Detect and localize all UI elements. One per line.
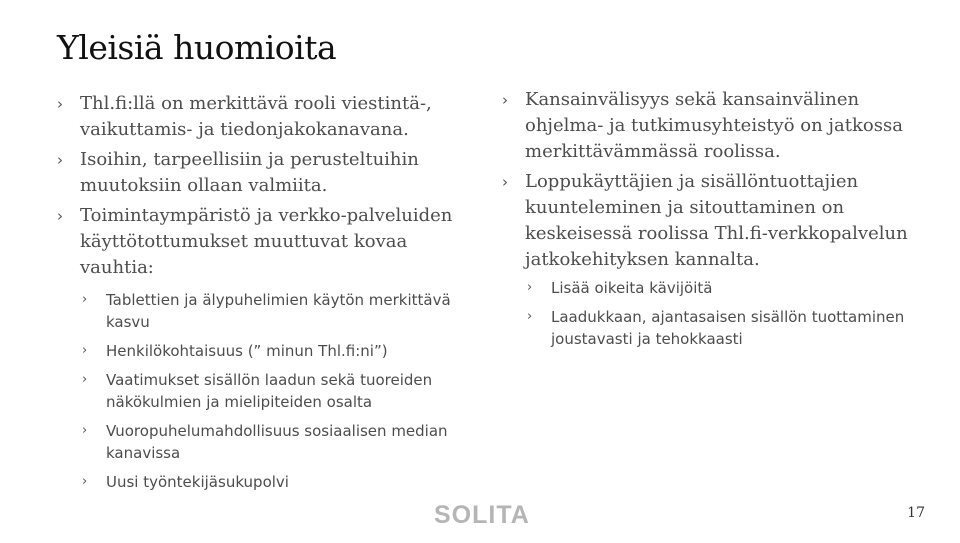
sub-bullet-marker: › [527, 309, 533, 324]
bullet-item [57, 203, 477, 281]
sub-bullet-marker: › [82, 292, 88, 307]
bullet-text: Kansainvälisyys sekä kansainvälinen ohjelma- ja tutkimusyhteistyö on jatkossa merkittävämmässä roolissa. [525, 89, 903, 162]
sub-bullet-marker: › [82, 474, 88, 489]
sub-bullet-marker: › [82, 343, 88, 358]
bullet-text: Isoihin, tarpeellisiin ja perusteltuihin muutoksiin ollaan valmiita. [80, 149, 419, 196]
sub-bullet-text: Lisää oikeita kävijöitä [551, 279, 713, 297]
bullet-text: Toimintaympäristö ja verkko-palveluiden käyttötottumukset muuttuvat kovaa vauhtia: [80, 205, 453, 278]
bullet-text: Loppukäyttäjien ja sisällöntuottajien kuunteleminen ja sitouttaminen on keskeisessä roolissa Thl.fi-verkkopalvelun jatkokehityksen kannalta. [525, 171, 908, 270]
sub-bullet-marker: › [527, 280, 533, 295]
sub-bullet-item [82, 471, 477, 493]
bullet-text: Thl.fi:llä on merkittävä rooli viestintä-, vaikuttamis- ja tiedonjakokanavana. [80, 93, 432, 140]
bullet-marker: › [502, 91, 508, 109]
bullet-marker: › [57, 207, 63, 225]
sub-bullet-item [82, 369, 477, 413]
sub-bullet-item [82, 420, 477, 464]
bullet-item [502, 169, 932, 273]
sub-bullet-text: Vuoropuhelumahdollisuus sosiaalisen median kanavissa [106, 422, 448, 462]
solita-logo: SOLITA [434, 501, 530, 529]
sub-bullet-text: Tablettien ja älypuhelimien käytön merkittävä kasvu [106, 291, 451, 331]
bullet-item [502, 87, 932, 165]
bullet-marker: › [57, 151, 63, 169]
bullet-item [57, 91, 477, 143]
sub-bullet-item [527, 277, 932, 299]
right-column [502, 87, 932, 350]
bullet-item [57, 147, 477, 199]
sub-bullet-text: Laadukkaan, ajantasaisen sisällön tuottaminen joustavasti ja tehokkaasti [551, 308, 905, 348]
left-column [57, 91, 477, 493]
sub-bullet-item [82, 289, 477, 333]
sub-bullet-text: Henkilökohtaisuus (” minun Thl.fi:ni”) [106, 342, 388, 360]
bullet-marker: › [502, 173, 508, 191]
sub-bullet-item [527, 306, 932, 350]
page-number: 17 [907, 505, 925, 521]
slide-title: Yleisiä huomioita [57, 28, 337, 67]
sub-bullet-item [82, 340, 477, 362]
sub-bullet-text: Vaatimukset sisällön laadun sekä tuoreiden näkökulmien ja mielipiteiden osalta [106, 371, 433, 411]
sub-bullet-marker: › [82, 372, 88, 387]
sub-bullet-text: Uusi työntekijäsukupolvi [106, 473, 289, 491]
bullet-marker: › [57, 95, 63, 113]
sub-bullet-marker: › [82, 423, 88, 438]
